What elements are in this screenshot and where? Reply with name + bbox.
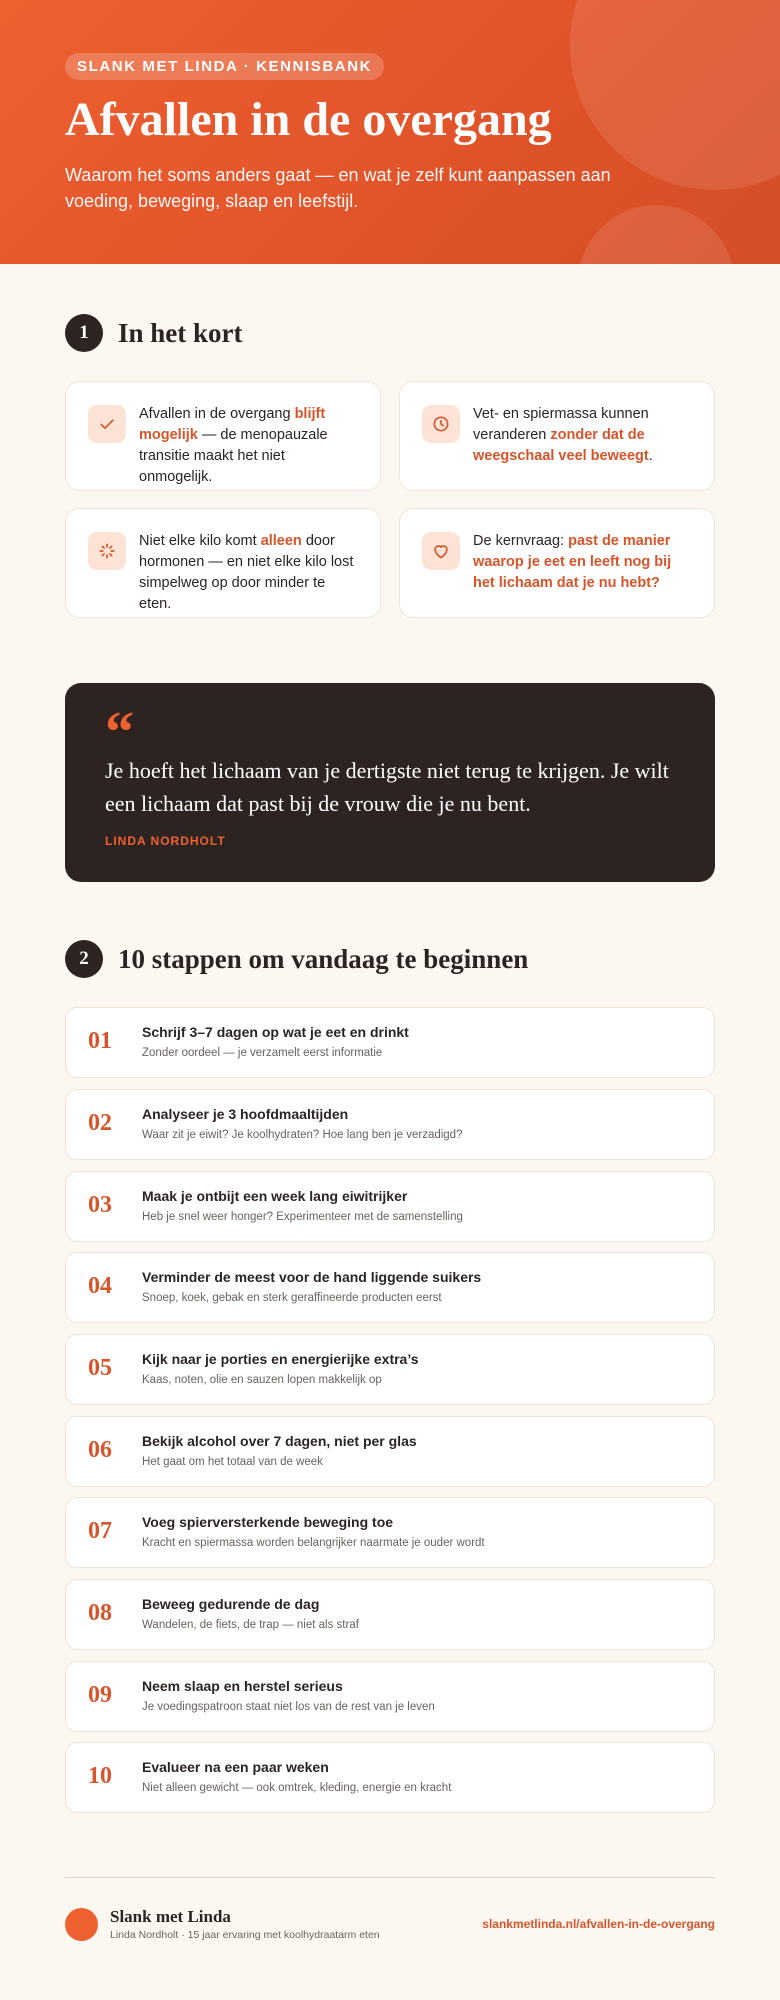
step-title: Voeg spierversterkende beweging toe (142, 1514, 394, 1530)
step-item (65, 1171, 715, 1242)
summary-card-text (139, 531, 361, 615)
card-text-fragment: De kernvraag: (473, 533, 569, 549)
summary-card-text (473, 531, 695, 594)
quote-block (65, 683, 715, 882)
section-number: 1 (65, 314, 103, 352)
step-item (65, 1252, 715, 1323)
step-title: Beweeg gedurende de dag (142, 1596, 320, 1612)
step-title: Verminder de meest voor de hand liggende suikers (142, 1269, 482, 1285)
step-number: 06 (88, 1437, 112, 1463)
section-title: In het kort (118, 317, 243, 348)
clock-icon (431, 414, 451, 434)
card-text-fragment: — de menopauzale transitie maakt het niet onmogelijk. (139, 427, 328, 485)
quote-text: Je hoeft het lichaam van je dertigste niet terug te krijgen. Je wilt een lichaam dat past bij de vrouw die je nu bent. (105, 758, 669, 816)
footer-brand-name: Slank met Linda (110, 1907, 231, 1926)
step-title: Maak je ontbijt een week lang eiwitrijker (142, 1188, 408, 1204)
footer-url-link[interactable]: slankmetlinda.nl/afvallen-in-de-overgang (482, 1917, 715, 1931)
step-item (65, 1334, 715, 1405)
step-title: Neem slaap en herstel serieus (142, 1678, 343, 1694)
step-title: Schrijf 3–7 dagen op wat je eet en drinkt (142, 1024, 409, 1040)
card-text-fragment: Vet- en spiermassa kunnen veranderen (473, 406, 649, 443)
footer-tagline: Linda Nordholt · 15 jaar ervaring met koolhydraatarm eten (110, 1929, 380, 1941)
step-description: Snoep, koek, gebak en sterk geraffineerde producten eerst (142, 1292, 442, 1304)
page-subtitle: Waarom het soms anders gaat — en wat je zelf kunt aanpassen aan voeding, beweging, slaap en leefstijl. (65, 165, 611, 211)
highlighted-text: blijft mogelijk (139, 406, 326, 443)
step-description: Zonder oordeel — je verzamelt eerst informatie (142, 1047, 383, 1059)
hero-banner (0, 0, 780, 264)
step-description: Kaas, noten, olie en sauzen lopen makkelijk op (142, 1374, 382, 1386)
step-number: 05 (88, 1355, 112, 1381)
step-number: 07 (88, 1518, 112, 1544)
step-title: Analyseer je 3 hoofdmaaltijden (142, 1106, 349, 1122)
summary-card-text (139, 404, 361, 488)
card-text-fragment: Afvallen in de overgang (139, 406, 295, 422)
step-number: 04 (88, 1273, 112, 1299)
card-text-fragment: door hormonen — en niet elke kilo lost simpelweg op door minder te eten. (139, 533, 354, 612)
step-item (65, 1497, 715, 1568)
step-number: 09 (88, 1682, 112, 1708)
category-badge: SLANK MET LINDA · KENNISBANK (65, 53, 384, 80)
card-text-fragment: Niet elke kilo komt (139, 533, 261, 549)
brand-logo (65, 1908, 98, 1941)
sparkle-icon (97, 541, 117, 561)
section-header-summary (65, 314, 243, 352)
step-item (65, 1661, 715, 1732)
step-item (65, 1416, 715, 1487)
quote-author: LINDA NORDHOLT (105, 834, 226, 848)
summary-card (399, 381, 715, 491)
summary-card (399, 508, 715, 618)
card-text-fragment: . (648, 448, 653, 464)
step-description: Niet alleen gewicht — ook omtrek, kleding, energie en kracht (142, 1782, 452, 1794)
page-title: Afvallen in de overgang (65, 93, 552, 146)
quote-mark: “ (105, 699, 134, 764)
step-title: Bekijk alcohol over 7 dagen, niet per glas (142, 1433, 417, 1449)
step-description: Kracht en spiermassa worden belangrijker naarmate je ouder wordt (142, 1537, 485, 1549)
highlighted-text: past de manier waarop je eet en leeft nog bij het lichaam dat je nu hebt? (473, 533, 672, 591)
step-description: Het gaat om het totaal van de week (142, 1456, 323, 1468)
check-icon (97, 414, 117, 434)
step-item (65, 1089, 715, 1160)
step-number: 03 (88, 1192, 112, 1218)
footer-divider (65, 1877, 715, 1878)
highlighted-text: zonder dat de weegschaal veel beweegt (473, 427, 649, 464)
step-description: Wandelen, de fiets, de trap — niet als straf (142, 1619, 359, 1631)
step-description: Heb je snel weer honger? Experimenteer met de samenstelling (142, 1211, 463, 1223)
heart-icon (431, 541, 451, 561)
step-item (65, 1579, 715, 1650)
step-number: 10 (88, 1763, 112, 1789)
section-header-steps (65, 940, 528, 978)
step-number: 08 (88, 1600, 112, 1626)
summary-card-text (473, 404, 695, 467)
step-description: Waar zit je eiwit? Je koolhydraten? Hoe lang ben je verzadigd? (142, 1129, 463, 1141)
step-number: 02 (88, 1110, 112, 1136)
step-description: Je voedingspatroon staat niet los van de rest van je leven (142, 1701, 435, 1713)
highlighted-text: alleen (260, 533, 302, 549)
section-title: 10 stappen om vandaag te beginnen (118, 943, 529, 974)
step-number: 01 (88, 1028, 112, 1054)
step-title: Kijk naar je porties en energierijke extra’s (142, 1351, 419, 1367)
summary-card (65, 381, 381, 491)
step-title: Evalueer na een paar weken (142, 1759, 329, 1775)
section-number: 2 (65, 940, 103, 978)
summary-card (65, 508, 381, 618)
step-item (65, 1007, 715, 1078)
step-item (65, 1742, 715, 1813)
